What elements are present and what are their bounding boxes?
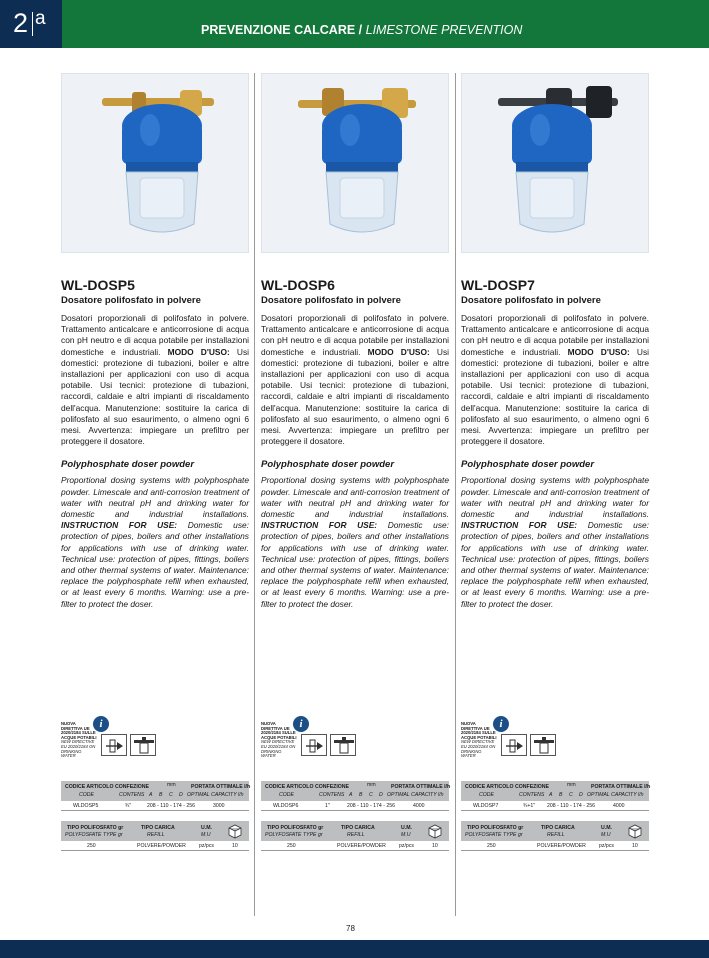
product-capacity: 4000 [413,803,425,809]
directive-text [261,722,297,759]
description-en [61,475,249,609]
refill-type: POLVERE/POWDER [537,843,586,849]
refill-table-header [61,821,249,841]
unit: pz/pcs [199,843,214,849]
directive-info-1 [61,716,249,766]
header-dim-a: A [549,792,553,798]
header-dim-c: C [169,792,173,798]
product-column-3 [461,73,649,610]
header-capacity-en: OPTIMAL CAPACITY l/h [187,792,244,798]
header-conn-en: CONTENS [519,792,545,798]
header-dim-d: D [379,792,383,798]
header-unit-it: U.M. [601,825,612,831]
column-divider [254,73,255,916]
header-refill-type-it: TIPO CARICA [341,825,375,831]
header-dim-a: A [149,792,153,798]
refill-table-3 [461,821,649,851]
code-table-1 [61,781,249,811]
refill-table-2 [261,821,449,851]
header-refill-weight-en: POLYFOSFATE TYPE gr [465,832,523,838]
description-en-intro: Proportional dosing systems with polyphosphate powder. Limescale and anti-corrosion treatment of water with neutral pH and drinking water for domestic and industrial installations. [461,475,649,520]
description-en [261,475,449,609]
directive-text-en: NEW DIRECTIVE EU 2020/2184 ON DRINKING WATER [261,739,296,759]
page-header [0,0,709,48]
header-refill-type-it: TIPO CARICA [541,825,575,831]
description-en-intro: Proportional dosing systems with polyphosphate powder. Limescale and anti-corrosion treatment of water with neutral pH and drinking water for domestic and industrial installations. [261,475,449,520]
header-refill-weight-en: POLYFOSFATE TYPE gr [265,832,323,838]
usage-label-it: MODO D'USO: [167,346,230,357]
usage-label-en: INSTRUCTION FOR USE: [261,520,378,531]
english-title: Polyphosphate doser powder [61,459,195,471]
header-code-en: CODE [479,792,494,798]
directive-text-en: NEW DIRECTIVE EU 2020/2184 ON DRINKING WATER [61,739,96,759]
usage-label-en: INSTRUCTION FOR USE: [61,520,178,531]
description-en-intro: Proportional dosing systems with polyphosphate powder. Limescale and anti-corrosion treatment of water with neutral pH and drinking water for domestic and industrial installations. [61,475,249,520]
header-capacity-en: OPTIMAL CAPACITY l/h [387,792,444,798]
header-dim-b: B [159,792,163,798]
header-conn-en: CONTENS [119,792,145,798]
header-refill-weight-it: TIPO POLIFOSFATO gr [267,825,324,831]
description-it [61,313,249,447]
header-refill-type-en: REFILL [547,832,565,838]
description-en-usage: Domestic use: protection of pipes, boilers and other installations for applications with use of drinking water. Technical use: protection of pipes, fittings, boilers and other thermal systems of water. Maintenance: replace the polyphosphate refill when exhausted, or at least every 6 months. Warning: use a pre-filter to protect the doser. [461,520,650,609]
header-refill-weight-en: POLYFOSFATE TYPE gr [65,832,123,838]
header-mm: mm [367,782,376,788]
header-dim-c: C [369,792,373,798]
header-dim-b: B [559,792,563,798]
product-code: WLDOSP7 [473,803,499,809]
code-table-3 [461,781,649,811]
header-dim-b: B [359,792,363,798]
description-it-intro: Dosatori proporzionali di polifosfato in polvere. Trattamento anticalcare e anticorrosione di acqua con pH neutro e di acqua potabile per installazioni domestiche e industriali. [461,313,649,357]
chapter-letter: a [35,8,46,29]
info-icon: i [93,716,109,732]
product-code: WLDOSP6 [273,803,299,809]
header-code-it: CODICE ARTICOLO [465,784,514,790]
code-table-header [261,781,449,801]
flow-diagram-icon [301,734,327,756]
section-title-it: PREVENZIONE CALCARE / [201,23,363,37]
directive-info-3 [461,716,649,766]
header-unit-en: M.U [601,832,611,838]
product-dimensions: 208 - 110 - 174 - 256 [347,803,396,809]
code-table-header [461,781,649,801]
description-it-usage: Usi domestici: protezione di tubazioni, boiler e altre installazioni per applicazioni con uso di acqua potabile. Usi tecnici: protezione di tubazioni, raccordi, caldaie e altri impianti di riscaldamento dell'acqua. Manutenzione: sostituire la carica di polifosfato al suo esaurimento, o almeno ogni 6 mesi. Avvertenza: impiegare un prefiltro per proteggere il dosatore. [261,346,450,447]
header-capacity-it: PORTATA OTTIMALE l/h [191,784,251,790]
box-icon [627,823,643,839]
doser-icon [530,734,556,756]
header-refill-type-it: TIPO CARICA [141,825,175,831]
table-row [261,841,449,851]
info-icon: i [493,716,509,732]
box-icon [227,823,243,839]
header-dim-d: D [579,792,583,798]
directive-text-it: NUOVA DIRETTIVA UE 2020/2184 SULLE ACQUE POTABILI [261,721,297,740]
header-conn-it: CONFEZIONE [115,784,150,790]
header-unit-en: M.U [201,832,211,838]
english-title: Polyphosphate doser powder [261,459,395,471]
header-refill-type-en: REFILL [347,832,365,838]
doser-icon [330,734,356,756]
refill-weight: 250 [287,843,296,849]
box-icon [427,823,443,839]
directive-text-en: NEW DIRECTIVE EU 2020/2184 ON DRINKING WATER [461,739,496,759]
product-capacity: 3000 [213,803,225,809]
product-photo [61,73,249,253]
description-en [461,475,649,609]
table-row [261,801,449,811]
product-connection: 1" [325,803,330,809]
refill-weight: 250 [87,843,96,849]
product-subtitle: Dosatore polifosfato in polvere [461,295,601,306]
header-unit-en: M.U [401,832,411,838]
header-dim-a: A [349,792,353,798]
unit: pz/pcs [399,843,414,849]
footer-bar [0,940,709,958]
flow-diagram-icon [501,734,527,756]
description-it [461,313,649,447]
quantity: 10 [232,843,238,849]
column-divider [455,73,456,916]
chapter-separator [32,12,33,36]
refill-table-header [261,821,449,841]
directive-text [461,722,497,759]
product-connection: ¾" [125,803,132,809]
header-unit-it: U.M. [401,825,412,831]
header-code-en: CODE [79,792,94,798]
header-conn-en: CONTENS [319,792,345,798]
doser-icon [130,734,156,756]
header-capacity-it: PORTATA OTTIMALE l/h [591,784,651,790]
code-table-header [61,781,249,801]
table-row [461,801,649,811]
product-dimensions: 208 - 110 - 174 - 256 [547,803,596,809]
directive-text-it: NUOVA DIRETTIVA UE 2020/2184 SULLE ACQUE POTABILI [461,721,497,740]
refill-table-header [461,821,649,841]
directive-info-2 [261,716,449,766]
section-title-en: LIMESTONE PREVENTION [362,23,523,37]
product-dimensions: 208 - 110 - 174 - 256 [147,803,196,809]
header-code-en: CODE [279,792,294,798]
description-it-usage: Usi domestici: protezione di tubazioni, boiler e altre installazioni per applicazioni con uso di acqua potabile. Usi tecnici: protezione di tubazioni, raccordi, caldaie e altri impianti di riscaldamento dell'acqua. Manutenzione: sostituire la carica di polifosfato al suo esaurimento, o almeno ogni 6 mesi. Avvertenza: impiegare un prefiltro per proteggere il dosatore. [461,346,650,447]
product-photo [261,73,449,253]
table-row [61,841,249,851]
product-model: WL-DOSP5 [61,277,135,293]
code-table-2 [261,781,449,811]
description-en-usage: Domestic use: protection of pipes, boilers and other installations for applications with use of drinking water. Technical use: protection of pipes, fittings, boilers and other thermal systems of water. Maintenance: replace the polyphosphate refill when exhausted, or at least every 6 months. Warning: use a pre-filter to protect the doser. [261,520,450,609]
product-code: WLDOSP5 [73,803,99,809]
header-code-it: CODICE ARTICOLO [65,784,114,790]
product-model: WL-DOSP7 [461,277,535,293]
refill-weight: 250 [487,843,496,849]
directive-text [61,722,97,759]
header-mm: mm [167,782,176,788]
product-photo [461,73,649,253]
usage-label-it: MODO D'USO: [567,346,630,357]
description-it-usage: Usi domestici: protezione di tubazioni, boiler e altre installazioni per applicazioni con uso di acqua potabile. Usi tecnici: protezione di tubazioni, raccordi, caldaie e altri impianti di riscaldamento dell'acqua. Manutenzione: sostituire la carica di polifosfato al suo esaurimento, o almeno ogni 6 mesi. Avvertenza: impiegare un prefiltro per proteggere il dosatore. [61,346,250,447]
quantity: 10 [432,843,438,849]
product-connection: ¾+1" [523,803,536,809]
chapter-badge [0,0,62,48]
header-capacity-en: OPTIMAL CAPACITY l/h [587,792,644,798]
english-title: Polyphosphate doser powder [461,459,595,471]
table-row [461,841,649,851]
header-refill-type-en: REFILL [147,832,165,838]
header-dim-d: D [179,792,183,798]
section-title [201,22,522,38]
header-conn-it: CONFEZIONE [515,784,550,790]
header-code-it: CODICE ARTICOLO [265,784,314,790]
table-row [61,801,249,811]
flow-diagram-icon [101,734,127,756]
header-unit-it: U.M. [201,825,212,831]
description-it-intro: Dosatori proporzionali di polifosfato in polvere. Trattamento anticalcare e anticorrosione di acqua con pH neutro e di acqua potabile per installazioni domestiche e industriali. [61,313,249,357]
page-number: 78 [346,924,355,933]
chapter-number: 2 [13,8,29,38]
usage-label-en: INSTRUCTION FOR USE: [461,520,578,531]
unit: pz/pcs [599,843,614,849]
header-dim-c: C [569,792,573,798]
description-it-intro: Dosatori proporzionali di polifosfato in polvere. Trattamento anticalcare e anticorrosione di acqua con pH neutro e di acqua potabile per installazioni domestiche e industriali. [261,313,449,357]
header-conn-it: CONFEZIONE [315,784,350,790]
product-column-1 [61,73,249,610]
product-subtitle: Dosatore polifosfato in polvere [261,295,401,306]
description-it [261,313,449,447]
header-capacity-it: PORTATA OTTIMALE l/h [391,784,451,790]
header-refill-weight-it: TIPO POLIFOSFATO gr [467,825,524,831]
directive-text-it: NUOVA DIRETTIVA UE 2020/2184 SULLE ACQUE POTABILI [61,721,97,740]
product-subtitle: Dosatore polifosfato in polvere [61,295,201,306]
refill-type: POLVERE/POWDER [337,843,386,849]
header-mm: mm [567,782,576,788]
info-icon: i [293,716,309,732]
header-refill-weight-it: TIPO POLIFOSFATO gr [67,825,124,831]
usage-label-it: MODO D'USO: [367,346,430,357]
refill-table-1 [61,821,249,851]
quantity: 10 [632,843,638,849]
product-model: WL-DOSP6 [261,277,335,293]
refill-type: POLVERE/POWDER [137,843,186,849]
description-en-usage: Domestic use: protection of pipes, boilers and other installations for applications with use of drinking water. Technical use: protection of pipes, fittings, boilers and other thermal systems of water. Maintenance: replace the polyphosphate refill when exhausted, or at least every 6 months. Warning: use a pre-filter to protect the doser. [61,520,250,609]
product-column-2 [261,73,449,610]
product-capacity: 4000 [613,803,625,809]
